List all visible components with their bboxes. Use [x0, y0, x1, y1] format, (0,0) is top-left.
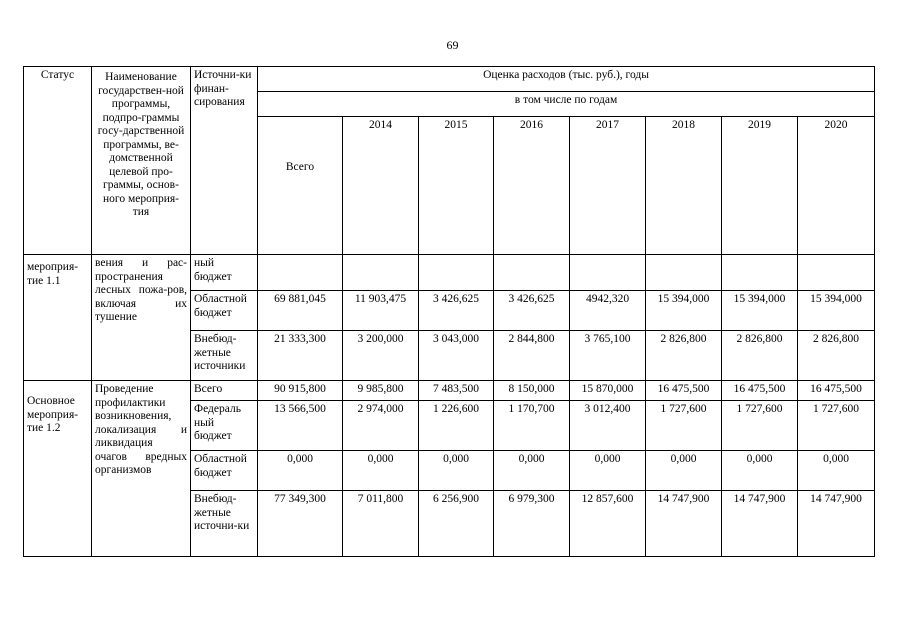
- value-cell: 11 903,475: [343, 291, 419, 331]
- value-cell: [343, 255, 419, 291]
- value-cell: 3 426,625: [419, 291, 494, 331]
- header-year: 2015: [419, 117, 494, 255]
- budget-table: [23, 66, 875, 557]
- value-cell: 2 974,000: [343, 401, 419, 451]
- value-cell: 2 826,800: [722, 331, 798, 381]
- value-cell: 6 979,300: [494, 491, 570, 557]
- status-cell: мероприя-тие 1.1: [24, 255, 92, 381]
- value-cell: 4942,320: [570, 291, 646, 331]
- value-cell: 14 747,900: [798, 491, 875, 557]
- value-cell: [258, 255, 343, 291]
- source-cell: ный бюджет: [191, 255, 258, 291]
- value-cell: 8 150,000: [494, 381, 570, 401]
- table-row: [24, 255, 875, 291]
- value-cell: 0,000: [722, 451, 798, 491]
- value-cell: 6 256,900: [419, 491, 494, 557]
- header-year: 2019: [722, 117, 798, 255]
- header-sources: Источни-ки финан-сирования: [191, 67, 258, 255]
- value-cell: 13 566,500: [258, 401, 343, 451]
- value-cell: 9 985,800: [343, 381, 419, 401]
- value-cell: 90 915,800: [258, 381, 343, 401]
- value-cell: [722, 255, 798, 291]
- header-costs: Оценка расходов (тыс. руб.), годы: [258, 67, 875, 92]
- source-cell: Областной бюджет: [191, 451, 258, 491]
- value-cell: [570, 255, 646, 291]
- value-cell: 7 011,800: [343, 491, 419, 557]
- source-cell: Внебюд-жетные источни-ки: [191, 491, 258, 557]
- value-cell: [798, 255, 875, 291]
- value-cell: 3 012,400: [570, 401, 646, 451]
- value-cell: 1 226,600: [419, 401, 494, 451]
- value-cell: 3 765,100: [570, 331, 646, 381]
- header-including: в том числе по годам: [258, 92, 875, 117]
- value-cell: 15 870,000: [570, 381, 646, 401]
- header-year: 2016: [494, 117, 570, 255]
- value-cell: 0,000: [570, 451, 646, 491]
- status-cell: Основное мероприя-тие 1.2: [24, 381, 92, 557]
- header-year: 2020: [798, 117, 875, 255]
- source-cell: Федераль ный бюджет: [191, 401, 258, 451]
- source-cell: Внебюд-жетные источники: [191, 331, 258, 381]
- value-cell: 2 826,800: [798, 331, 875, 381]
- header-year: 2017: [570, 117, 646, 255]
- value-cell: 69 881,045: [258, 291, 343, 331]
- value-cell: [419, 255, 494, 291]
- header-year: 2014: [343, 117, 419, 255]
- value-cell: 1 727,600: [798, 401, 875, 451]
- value-cell: 0,000: [258, 451, 343, 491]
- value-cell: 15 394,000: [722, 291, 798, 331]
- source-cell: Всего: [191, 381, 258, 401]
- page-number: 69: [446, 38, 459, 52]
- value-cell: 2 844,800: [494, 331, 570, 381]
- value-cell: 21 333,300: [258, 331, 343, 381]
- value-cell: 1 727,600: [722, 401, 798, 451]
- value-cell: 1 727,600: [646, 401, 722, 451]
- value-cell: 1 170,700: [494, 401, 570, 451]
- value-cell: 7 483,500: [419, 381, 494, 401]
- value-cell: 77 349,300: [258, 491, 343, 557]
- value-cell: 14 747,900: [646, 491, 722, 557]
- header-total: Всего: [258, 117, 343, 255]
- value-cell: 16 475,500: [798, 381, 875, 401]
- value-cell: [646, 255, 722, 291]
- value-cell: [494, 255, 570, 291]
- value-cell: 16 475,500: [646, 381, 722, 401]
- header-status: Статус: [24, 67, 92, 255]
- value-cell: 0,000: [343, 451, 419, 491]
- table-row: [24, 381, 875, 401]
- value-cell: 0,000: [494, 451, 570, 491]
- header-row-1: [24, 67, 875, 92]
- source-cell: Областной бюджет: [191, 291, 258, 331]
- value-cell: 2 826,800: [646, 331, 722, 381]
- value-cell: 16 475,500: [722, 381, 798, 401]
- value-cell: 3 043,000: [419, 331, 494, 381]
- value-cell: 0,000: [419, 451, 494, 491]
- value-cell: 14 747,900: [722, 491, 798, 557]
- header-year: 2018: [646, 117, 722, 255]
- value-cell: 3 426,625: [494, 291, 570, 331]
- value-cell: 12 857,600: [570, 491, 646, 557]
- value-cell: 15 394,000: [798, 291, 875, 331]
- value-cell: 3 200,000: [343, 331, 419, 381]
- value-cell: 15 394,000: [646, 291, 722, 331]
- value-cell: 0,000: [798, 451, 875, 491]
- name-cell: вения и рас-пространения лесных пожа-ров, включая их тушение: [92, 255, 191, 381]
- name-cell: Проведение профилактики возникновения, локализация и ликвидация очагов вредных организмов: [92, 381, 191, 557]
- header-name: Наименование государствен-ной программы, подпро-граммы госу-дарственной программы, ве-домственной целевой про-граммы, основ-ного мероприя-тия: [92, 67, 191, 255]
- value-cell: 0,000: [646, 451, 722, 491]
